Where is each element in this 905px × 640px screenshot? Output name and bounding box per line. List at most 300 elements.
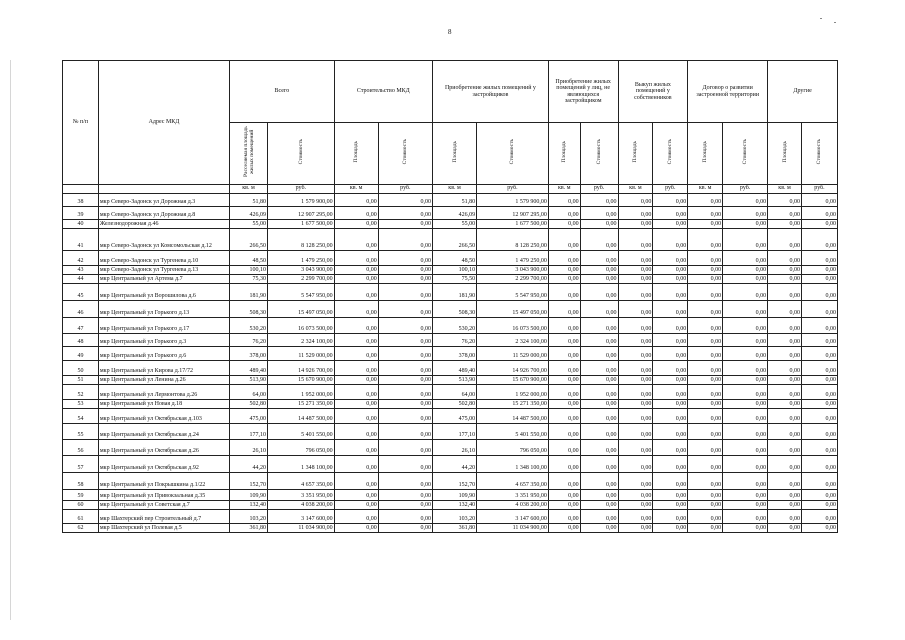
row-value: 0,00 xyxy=(580,375,618,384)
row-value: 55,00 xyxy=(230,219,268,228)
row-value: 0,00 xyxy=(723,193,768,206)
row-value: 0,00 xyxy=(548,489,580,500)
row-value: 0,00 xyxy=(334,439,378,455)
row-value: 0,00 xyxy=(768,523,802,532)
row-value: 4 038 200,00 xyxy=(268,500,335,509)
row-value: 0,00 xyxy=(378,423,432,439)
row-value: 0,00 xyxy=(378,206,432,219)
row-value: 14 487 500,00 xyxy=(477,408,549,423)
row-value: 0,00 xyxy=(334,375,378,384)
row-value: 0,00 xyxy=(580,250,618,265)
header-sub-11 xyxy=(723,123,768,185)
row-address: мкр Центральный ул Советская д.7 xyxy=(98,500,229,509)
row-value: 0,00 xyxy=(618,250,653,265)
row-value: 0,00 xyxy=(548,317,580,333)
row-value: 0,00 xyxy=(334,472,378,489)
table-row xyxy=(63,472,838,489)
row-value: 0,00 xyxy=(618,219,653,228)
row-value: 0,00 xyxy=(580,265,618,274)
row-address: мкр Северо-Задонск ул Тургенева д.13 xyxy=(98,265,229,274)
row-value: 0,00 xyxy=(334,399,378,408)
row-value: 0,00 xyxy=(688,274,723,283)
row-value: 0,00 xyxy=(548,408,580,423)
row-value: 0,00 xyxy=(618,408,653,423)
row-value: 0,00 xyxy=(548,250,580,265)
row-value: 0,00 xyxy=(580,219,618,228)
row-value: 0,00 xyxy=(334,408,378,423)
row-value: 12 907 295,00 xyxy=(268,206,335,219)
unit-label: кв. м xyxy=(334,184,378,193)
row-value: 15 497 050,00 xyxy=(477,300,549,317)
row-value: 109,90 xyxy=(230,489,268,500)
table-row xyxy=(63,399,838,408)
header-sub-label: Стоимость xyxy=(297,139,304,165)
row-value: 2 299 700,00 xyxy=(477,274,549,283)
header-sub-3 xyxy=(378,123,432,185)
row-value: 0,00 xyxy=(801,250,837,265)
row-value: 0,00 xyxy=(801,265,837,274)
header-address: Адрес МКД xyxy=(98,61,229,185)
row-value: 0,00 xyxy=(548,274,580,283)
row-value: 0,00 xyxy=(688,250,723,265)
row-number: 47 xyxy=(63,317,99,333)
row-address: Железнодорожная д.46 xyxy=(98,219,229,228)
row-value: 0,00 xyxy=(334,317,378,333)
table-row xyxy=(63,500,838,509)
row-value: 0,00 xyxy=(378,384,432,399)
row-value: 0,00 xyxy=(768,472,802,489)
header-sub-label: Площадь xyxy=(561,141,568,163)
row-value: 103,20 xyxy=(230,509,268,523)
row-value: 0,00 xyxy=(653,300,688,317)
row-value: 0,00 xyxy=(618,399,653,408)
row-value: 0,00 xyxy=(653,206,688,219)
table-row xyxy=(63,250,838,265)
row-value: 0,00 xyxy=(618,283,653,300)
row-value: 0,00 xyxy=(801,228,837,250)
row-value: 0,00 xyxy=(801,523,837,532)
row-value: 0,00 xyxy=(801,193,837,206)
row-value: 11 529 000,00 xyxy=(477,346,549,360)
row-value: 0,00 xyxy=(723,360,768,375)
row-value: 0,00 xyxy=(378,472,432,489)
row-value: 0,00 xyxy=(580,360,618,375)
row-value: 0,00 xyxy=(334,360,378,375)
row-value: 0,00 xyxy=(801,346,837,360)
row-address: мкр Центральный ул Новая д.18 xyxy=(98,399,229,408)
row-value: 75,30 xyxy=(230,274,268,283)
row-value: 15 497 050,00 xyxy=(268,300,335,317)
header-group-total: Всего xyxy=(230,61,335,123)
row-value: 0,00 xyxy=(580,317,618,333)
row-value: 0,00 xyxy=(801,300,837,317)
row-value: 0,00 xyxy=(618,193,653,206)
row-value: 0,00 xyxy=(723,399,768,408)
table-row xyxy=(63,360,838,375)
row-value: 2 324 100,00 xyxy=(268,333,335,346)
table-body xyxy=(63,193,838,532)
row-value: 132,40 xyxy=(433,500,477,509)
row-value: 1 479 250,00 xyxy=(477,250,549,265)
scan-edge-line xyxy=(10,60,11,620)
row-value: 15 670 900,00 xyxy=(477,375,549,384)
row-value: 0,00 xyxy=(723,439,768,455)
row-value: 0,00 xyxy=(801,384,837,399)
row-value: 0,00 xyxy=(801,333,837,346)
row-address: мкр Шахтерский пер Строительный д.7 xyxy=(98,509,229,523)
row-value: 378,00 xyxy=(230,346,268,360)
header-group-construction: Строительство МКД xyxy=(334,61,432,123)
row-value: 3 043 900,00 xyxy=(268,265,335,274)
row-value: 0,00 xyxy=(548,265,580,274)
row-value: 4 038 200,00 xyxy=(477,500,549,509)
row-value: 0,00 xyxy=(768,360,802,375)
row-value: 0,00 xyxy=(378,265,432,274)
row-value: 0,00 xyxy=(768,500,802,509)
row-value: 16 073 500,00 xyxy=(477,317,549,333)
row-value: 0,00 xyxy=(548,509,580,523)
row-value: 0,00 xyxy=(580,228,618,250)
row-value: 11 034 900,00 xyxy=(268,523,335,532)
row-value: 0,00 xyxy=(580,472,618,489)
table-row xyxy=(63,265,838,274)
row-value: 14 926 700,00 xyxy=(268,360,335,375)
row-value: 0,00 xyxy=(580,500,618,509)
row-value: 5 401 550,00 xyxy=(477,423,549,439)
row-value: 502,80 xyxy=(433,399,477,408)
row-value: 64,00 xyxy=(433,384,477,399)
table-row xyxy=(63,455,838,472)
row-value: 0,00 xyxy=(768,300,802,317)
row-value: 75,50 xyxy=(433,274,477,283)
row-value: 4 657 350,00 xyxy=(477,472,549,489)
row-value: 0,00 xyxy=(618,489,653,500)
row-value: 3 043 900,00 xyxy=(477,265,549,274)
row-value: 0,00 xyxy=(580,384,618,399)
row-value: 513,90 xyxy=(230,375,268,384)
row-number: 44 xyxy=(63,274,99,283)
row-address: мкр Центральный ул Ворошилова д.6 xyxy=(98,283,229,300)
row-value: 0,00 xyxy=(580,439,618,455)
row-value: 0,00 xyxy=(768,219,802,228)
header-sub-label: Площадь xyxy=(353,141,360,163)
row-value: 0,00 xyxy=(723,472,768,489)
header-group-buyout: Выкуп жилых помещений у собственников xyxy=(618,61,688,123)
unit-label: кв. м xyxy=(433,184,477,193)
row-value: 0,00 xyxy=(801,274,837,283)
row-value: 0,00 xyxy=(723,346,768,360)
row-number: 56 xyxy=(63,439,99,455)
row-value: 489,40 xyxy=(433,360,477,375)
row-value: 0,00 xyxy=(723,500,768,509)
units-blank xyxy=(63,184,99,193)
row-value: 0,00 xyxy=(580,274,618,283)
row-number: 55 xyxy=(63,423,99,439)
header-sub-5 xyxy=(477,123,549,185)
row-value: 513,90 xyxy=(433,375,477,384)
row-value: 0,00 xyxy=(801,399,837,408)
table-row xyxy=(63,423,838,439)
row-address: мкр Северо-Задонск ул Дорожная д.8 xyxy=(98,206,229,219)
row-address: мкр Центральный ул Горького д.3 xyxy=(98,333,229,346)
row-value: 0,00 xyxy=(801,509,837,523)
header-sub-label: Расселяемая площадь жилых помещений xyxy=(242,126,255,178)
row-value: 0,00 xyxy=(548,455,580,472)
row-value: 0,00 xyxy=(688,219,723,228)
row-value: 530,20 xyxy=(230,317,268,333)
row-value: 530,20 xyxy=(433,317,477,333)
row-value: 0,00 xyxy=(653,489,688,500)
row-value: 0,00 xyxy=(768,346,802,360)
row-value: 0,00 xyxy=(723,509,768,523)
row-value: 1 952 000,00 xyxy=(477,384,549,399)
table-row xyxy=(63,346,838,360)
row-value: 0,00 xyxy=(548,346,580,360)
row-value: 0,00 xyxy=(378,489,432,500)
row-value: 0,00 xyxy=(688,423,723,439)
row-value: 0,00 xyxy=(653,523,688,532)
row-value: 0,00 xyxy=(378,346,432,360)
row-value: 8 128 250,00 xyxy=(268,228,335,250)
unit-label: руб. xyxy=(723,184,768,193)
unit-label: кв. м xyxy=(230,184,268,193)
row-value: 796 050,00 xyxy=(268,439,335,455)
row-address: мкр Центральный ул Октябрьская д.26 xyxy=(98,439,229,455)
row-number: 41 xyxy=(63,228,99,250)
row-value: 100,10 xyxy=(433,265,477,274)
row-value: 0,00 xyxy=(688,375,723,384)
row-value: 0,00 xyxy=(723,206,768,219)
row-value: 0,00 xyxy=(580,283,618,300)
row-value: 3 351 950,00 xyxy=(477,489,549,500)
header-sub-1 xyxy=(268,123,335,185)
row-value: 0,00 xyxy=(548,384,580,399)
row-value: 0,00 xyxy=(801,500,837,509)
row-value: 0,00 xyxy=(580,523,618,532)
header-sub-label: Площадь xyxy=(632,141,639,163)
row-value: 48,50 xyxy=(230,250,268,265)
row-value: 0,00 xyxy=(723,523,768,532)
row-value: 0,00 xyxy=(378,193,432,206)
row-value: 0,00 xyxy=(801,439,837,455)
row-value: 0,00 xyxy=(768,375,802,384)
header-sub-label: Стоимость xyxy=(816,139,823,165)
row-value: 0,00 xyxy=(801,206,837,219)
row-value: 0,00 xyxy=(334,509,378,523)
row-value: 44,20 xyxy=(433,455,477,472)
row-value: 0,00 xyxy=(653,317,688,333)
table-row xyxy=(63,193,838,206)
unit-label: руб. xyxy=(801,184,837,193)
row-value: 0,00 xyxy=(653,500,688,509)
row-value: 0,00 xyxy=(334,333,378,346)
row-address: мкр Центральный ул Горького д.6 xyxy=(98,346,229,360)
header-sub-10 xyxy=(688,123,723,185)
header-sub-label: Площадь xyxy=(781,141,788,163)
row-value: 0,00 xyxy=(618,333,653,346)
row-value: 0,00 xyxy=(618,346,653,360)
units-blank xyxy=(98,184,229,193)
row-value: 0,00 xyxy=(723,455,768,472)
unit-label: кв. м xyxy=(548,184,580,193)
unit-label: кв. м xyxy=(768,184,802,193)
row-value: 378,00 xyxy=(433,346,477,360)
header-sub-13 xyxy=(801,123,837,185)
row-value: 55,00 xyxy=(433,219,477,228)
header-sub-4 xyxy=(433,123,477,185)
row-value: 0,00 xyxy=(768,274,802,283)
row-value: 0,00 xyxy=(378,274,432,283)
row-value: 0,00 xyxy=(688,283,723,300)
row-value: 0,00 xyxy=(618,423,653,439)
row-number: 38 xyxy=(63,193,99,206)
row-value: 0,00 xyxy=(688,455,723,472)
row-value: 0,00 xyxy=(688,300,723,317)
row-value: 0,00 xyxy=(548,375,580,384)
scan-speck xyxy=(834,22,836,23)
table-row xyxy=(63,489,838,500)
row-number: 59 xyxy=(63,489,99,500)
row-value: 8 128 250,00 xyxy=(477,228,549,250)
row-value: 0,00 xyxy=(688,333,723,346)
row-number: 50 xyxy=(63,360,99,375)
row-value: 508,30 xyxy=(230,300,268,317)
row-value: 15 271 350,00 xyxy=(268,399,335,408)
row-value: 14 926 700,00 xyxy=(477,360,549,375)
header-sub-label: Стоимость xyxy=(509,139,516,165)
row-value: 0,00 xyxy=(548,500,580,509)
row-value: 0,00 xyxy=(618,265,653,274)
row-value: 0,00 xyxy=(334,423,378,439)
row-value: 502,80 xyxy=(230,399,268,408)
row-value: 0,00 xyxy=(378,375,432,384)
row-value: 0,00 xyxy=(653,228,688,250)
row-address: мкр Северо-Задонск ул Дорожная д.3 xyxy=(98,193,229,206)
row-value: 0,00 xyxy=(653,472,688,489)
scan-speck xyxy=(820,18,822,19)
row-value: 3 351 950,00 xyxy=(268,489,335,500)
row-value: 0,00 xyxy=(653,193,688,206)
row-value: 3 147 600,00 xyxy=(268,509,335,523)
table-row xyxy=(63,384,838,399)
row-value: 0,00 xyxy=(580,408,618,423)
row-number: 49 xyxy=(63,346,99,360)
row-value: 0,00 xyxy=(768,206,802,219)
row-value: 0,00 xyxy=(618,509,653,523)
row-value: 0,00 xyxy=(801,375,837,384)
row-number: 51 xyxy=(63,375,99,384)
row-value: 475,00 xyxy=(433,408,477,423)
row-number: 62 xyxy=(63,523,99,532)
row-value: 0,00 xyxy=(768,250,802,265)
row-value: 489,40 xyxy=(230,360,268,375)
row-value: 2 299 700,00 xyxy=(268,274,335,283)
row-value: 0,00 xyxy=(548,300,580,317)
row-value: 0,00 xyxy=(653,399,688,408)
row-value: 0,00 xyxy=(378,283,432,300)
row-value: 0,00 xyxy=(334,206,378,219)
row-value: 0,00 xyxy=(688,317,723,333)
unit-label: руб. xyxy=(477,184,549,193)
row-number: 57 xyxy=(63,455,99,472)
row-value: 103,20 xyxy=(433,509,477,523)
row-value: 0,00 xyxy=(688,193,723,206)
row-value: 0,00 xyxy=(653,333,688,346)
row-value: 0,00 xyxy=(653,219,688,228)
row-value: 0,00 xyxy=(801,423,837,439)
row-value: 152,70 xyxy=(230,472,268,489)
row-value: 0,00 xyxy=(723,375,768,384)
row-value: 2 324 100,00 xyxy=(477,333,549,346)
row-value: 5 547 950,00 xyxy=(268,283,335,300)
row-value: 15 271 350,00 xyxy=(477,399,549,408)
row-value: 1 479 250,00 xyxy=(268,250,335,265)
row-value: 0,00 xyxy=(378,509,432,523)
header-sub-9 xyxy=(653,123,688,185)
unit-label: кв. м xyxy=(688,184,723,193)
row-value: 0,00 xyxy=(688,439,723,455)
row-value: 0,00 xyxy=(723,317,768,333)
row-value: 0,00 xyxy=(768,455,802,472)
row-value: 76,20 xyxy=(433,333,477,346)
row-value: 0,00 xyxy=(653,274,688,283)
row-value: 1 677 500,00 xyxy=(268,219,335,228)
row-address: мкр Центральный ул Привокзальная д.35 xyxy=(98,489,229,500)
row-value: 0,00 xyxy=(580,206,618,219)
row-value: 0,00 xyxy=(548,333,580,346)
row-value: 0,00 xyxy=(618,317,653,333)
row-value: 0,00 xyxy=(618,375,653,384)
header-sub-label: Стоимость xyxy=(596,139,603,165)
row-value: 0,00 xyxy=(723,300,768,317)
row-value: 0,00 xyxy=(378,408,432,423)
header-num: № п/п xyxy=(63,61,99,185)
row-value: 0,00 xyxy=(653,408,688,423)
row-value: 0,00 xyxy=(688,509,723,523)
row-value: 0,00 xyxy=(580,193,618,206)
row-value: 0,00 xyxy=(723,283,768,300)
row-value: 0,00 xyxy=(548,439,580,455)
row-address: мкр Северо-Задонск ул Тургенева д.10 xyxy=(98,250,229,265)
row-value: 14 487 500,00 xyxy=(268,408,335,423)
row-value: 0,00 xyxy=(378,250,432,265)
row-value: 0,00 xyxy=(548,193,580,206)
row-value: 0,00 xyxy=(653,346,688,360)
row-value: 0,00 xyxy=(580,509,618,523)
row-value: 0,00 xyxy=(688,523,723,532)
row-value: 508,30 xyxy=(433,300,477,317)
row-address: мкр Центральный ул Лермонтова д.26 xyxy=(98,384,229,399)
row-value: 0,00 xyxy=(768,317,802,333)
table-row xyxy=(63,206,838,219)
row-value: 0,00 xyxy=(723,219,768,228)
row-value: 1 579 900,00 xyxy=(477,193,549,206)
unit-label: кв. м xyxy=(618,184,653,193)
row-value: 0,00 xyxy=(618,523,653,532)
row-value: 0,00 xyxy=(801,408,837,423)
row-value: 0,00 xyxy=(548,283,580,300)
row-value: 152,70 xyxy=(433,472,477,489)
row-address: мкр Шахтерский ул Полевая д.5 xyxy=(98,523,229,532)
row-value: 0,00 xyxy=(688,265,723,274)
row-number: 43 xyxy=(63,265,99,274)
row-value: 5 547 950,00 xyxy=(477,283,549,300)
row-value: 0,00 xyxy=(618,455,653,472)
row-value: 0,00 xyxy=(334,489,378,500)
row-value: 0,00 xyxy=(768,265,802,274)
row-number: 53 xyxy=(63,399,99,408)
row-value: 0,00 xyxy=(580,399,618,408)
